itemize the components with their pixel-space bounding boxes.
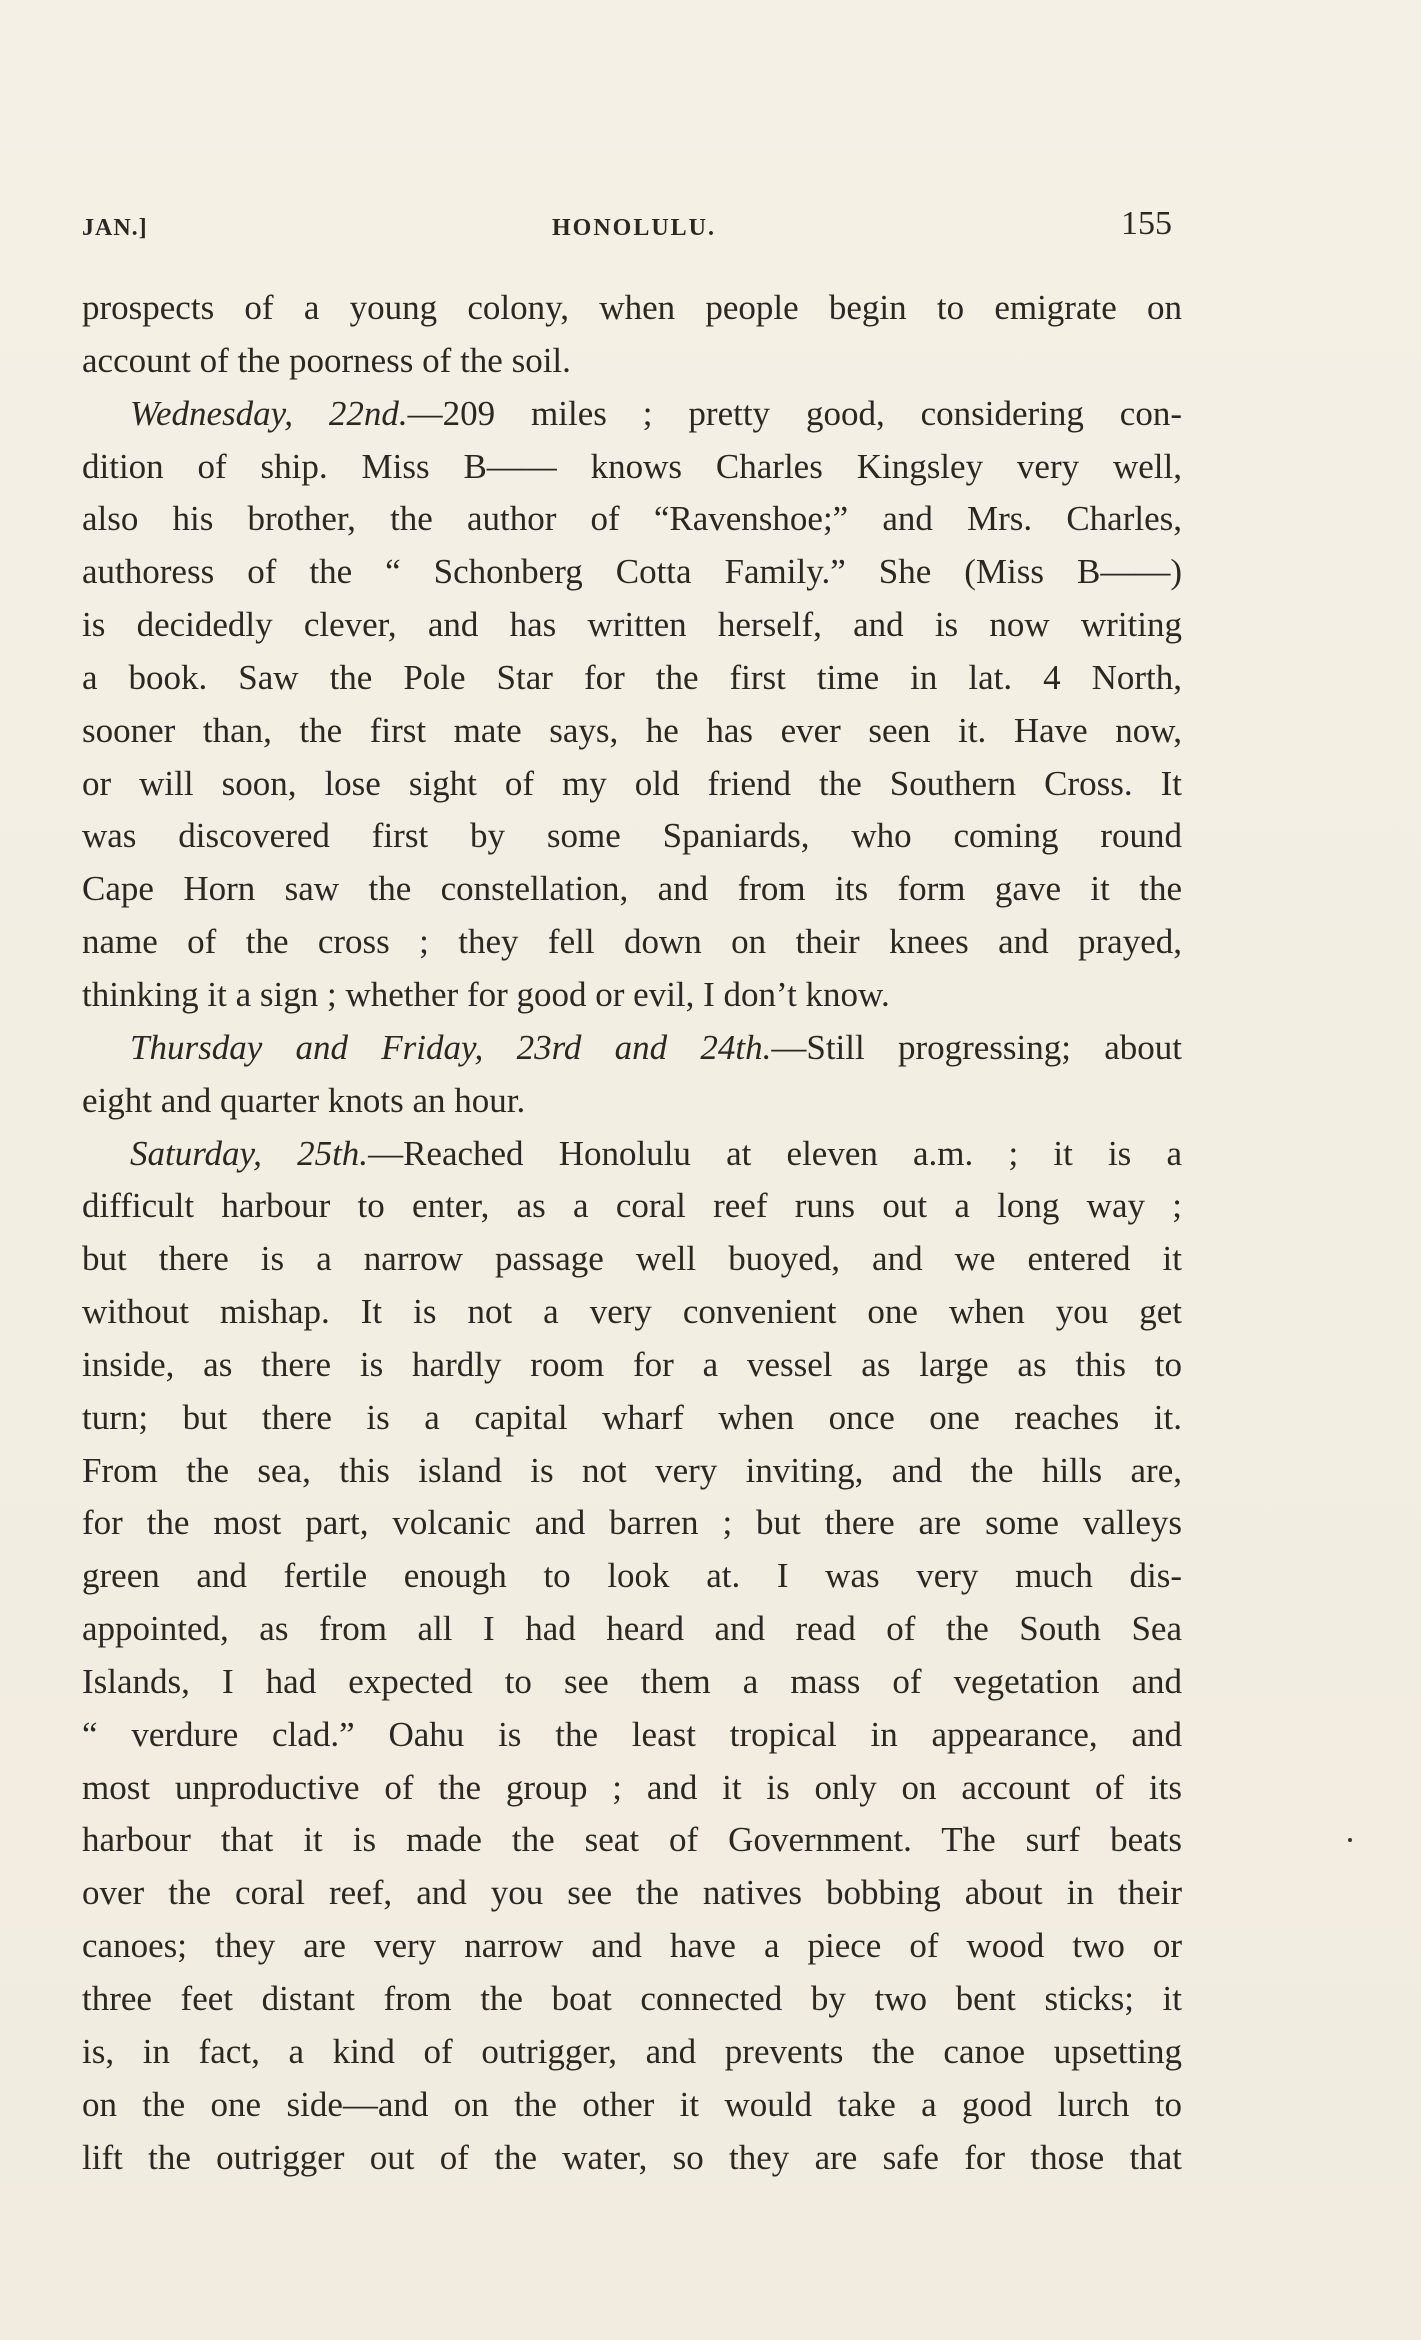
line-text: appointed, as from all I had heard and read of the South Sea (82, 1609, 1182, 1649)
header-month: JAN.] (82, 215, 148, 241)
line-text: account of the poorness of the soil. (82, 340, 571, 380)
text-line (82, 1497, 1182, 1550)
entry-date-day: Wednesday, (130, 393, 293, 433)
text-line (82, 1445, 1182, 1498)
text-line (82, 388, 1182, 441)
line-text: “ verdure clad.” Oahu is the least tropical in appearance, and (82, 1714, 1182, 1754)
text-line (82, 1814, 1182, 1867)
text-line (82, 335, 1182, 388)
line-text: was discovered first by some Spaniards, who coming round (82, 816, 1182, 856)
text-line (82, 1709, 1182, 1762)
text-line (82, 758, 1182, 811)
entry-date-number: 25th. (297, 1133, 369, 1173)
text-line (82, 2079, 1182, 2132)
text-line (82, 2132, 1182, 2185)
line-text: —Reached Honolulu at eleven a.m. ; it is a (368, 1133, 1183, 1173)
line-text: sooner than, the first mate says, he has ever seen it. Have now, (82, 710, 1182, 750)
line-text: Cape Horn saw the constellation, and from its form gave it the (82, 869, 1182, 909)
text-line (82, 2026, 1182, 2079)
line-text: turn; but there is a capital wharf when once one reaches it. (82, 1397, 1182, 1437)
text-line (82, 916, 1182, 969)
text-line (82, 1656, 1182, 1709)
line-text: —209 miles ; pretty good, considering con- (407, 393, 1182, 433)
text-line (82, 493, 1182, 546)
text-line (82, 1075, 1182, 1128)
line-text: most unproductive of the group ; and it is only on account of its (82, 1767, 1182, 1807)
text-line (82, 441, 1182, 494)
text-line (82, 652, 1182, 705)
line-text: or will soon, lose sight of my old friend the Southern Cross. It (82, 763, 1182, 803)
line-text: over the coral reef, and you see the natives bobbing about in their (82, 1873, 1182, 1913)
text-line (82, 1603, 1182, 1656)
line-text: lift the outrigger out of the water, so they are safe for those that (82, 2137, 1182, 2177)
line-text: canoes; they are very narrow and have a piece of wood two or (82, 1926, 1182, 1966)
line-text: also his brother, the author of “Ravenshoe;” and Mrs. Charles, (82, 499, 1182, 539)
line-text: dition of ship. Miss B—— knows Charles Kingsley very well, (82, 446, 1182, 486)
text-line (82, 810, 1182, 863)
text-line (82, 1233, 1182, 1286)
page-number: 155 (1121, 205, 1172, 242)
line-text: thinking it a sign ; whether for good or evil, I don’t know. (82, 974, 890, 1014)
entry-date-number: 23rd and 24th. (516, 1027, 772, 1067)
line-text: —Still progressing; about (771, 1027, 1183, 1067)
line-text: is, in fact, a kind of outrigger, and prevents the canoe upsetting (82, 2031, 1182, 2071)
text-line (82, 1286, 1182, 1339)
line-text: prospects of a young colony, when people begin to emigrate on (82, 288, 1182, 327)
line-text: From the sea, this island is not very inviting, and the hills are, (82, 1450, 1182, 1490)
text-line (82, 705, 1182, 758)
body-text (82, 282, 1182, 2184)
text-line (82, 546, 1182, 599)
text-line (82, 1180, 1182, 1233)
text-line (82, 1339, 1182, 1392)
line-text: harbour that it is made the seat of Government. The surf beats (82, 1820, 1182, 1860)
line-text: is decidedly clever, and has written herself, and is now writing (82, 605, 1182, 645)
text-line (82, 1550, 1182, 1603)
running-head (82, 205, 1172, 249)
text-line (82, 863, 1182, 916)
line-text: authoress of the “ Schonberg Cotta Family.” She (Miss B——) (82, 552, 1182, 592)
page-speck (1348, 1838, 1352, 1842)
line-text: name of the cross ; they fell down on their knees and prayed, (82, 922, 1182, 962)
line-text: difficult harbour to enter, as a coral reef runs out a long way ; (82, 1186, 1182, 1226)
line-text: on the one side—and on the other it would take a good lurch to (82, 2084, 1182, 2124)
entry-date-day: Saturday, (130, 1133, 262, 1173)
line-text: Islands, I had expected to see them a mass of vegetation and (82, 1661, 1182, 1701)
entry-date-day: Thursday and Friday, (130, 1027, 484, 1067)
line-text: three feet distant from the boat connected by two bent sticks; it (82, 1979, 1182, 2018)
text-line (82, 599, 1182, 652)
text-line (82, 1762, 1182, 1815)
line-text: green and fertile enough to look at. I was very much dis- (82, 1556, 1182, 1596)
line-text: inside, as there is hardly room for a vessel as large as this to (82, 1344, 1182, 1384)
text-line (82, 969, 1182, 1022)
text-line (82, 1973, 1182, 2026)
line-text: for the most part, volcanic and barren ; but there are some valleys (82, 1503, 1182, 1543)
line-text: eight and quarter knots an hour. (82, 1080, 526, 1120)
text-line (82, 282, 1182, 335)
header-title: HONOLULU. (552, 215, 717, 241)
text-line (82, 1920, 1182, 1973)
text-line (82, 1022, 1182, 1075)
text-line (82, 1867, 1182, 1920)
entry-date-number: 22nd. (328, 393, 408, 433)
line-text: a book. Saw the Pole Star for the first time in lat. 4 North, (82, 657, 1182, 697)
text-line (82, 1128, 1182, 1181)
line-text: but there is a narrow passage well buoyed, and we entered it (82, 1239, 1182, 1279)
line-text: without mishap. It is not a very convenient one when you get (82, 1292, 1182, 1332)
text-line (82, 1392, 1182, 1445)
